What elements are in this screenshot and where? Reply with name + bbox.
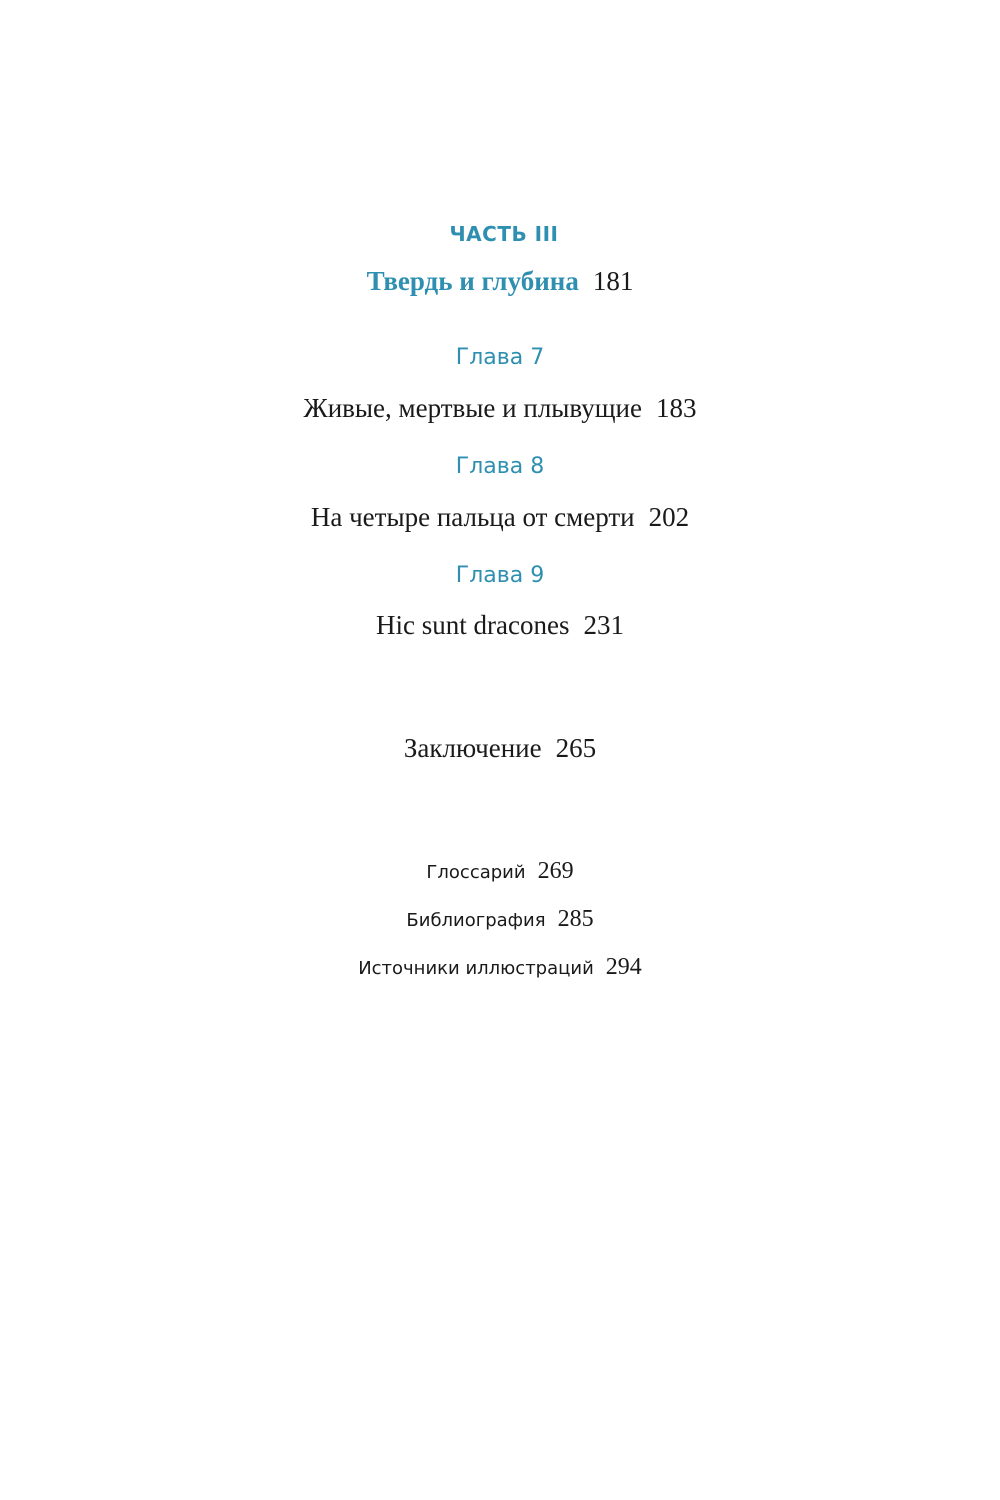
bibliography-title: Библиография (406, 910, 546, 931)
conclusion-entry[interactable] (0, 733, 1000, 764)
part-label: ЧАСТЬ III (449, 222, 559, 246)
glossary-page-number: 269 (537, 858, 574, 884)
illustration-sources-page-number: 294 (605, 954, 642, 980)
chapter-9-label: Глава 9 (455, 563, 545, 588)
chapter-8-label: Глава 8 (455, 454, 545, 479)
chapter-9-entry[interactable] (0, 610, 1000, 641)
conclusion-title: Заключение (403, 733, 542, 763)
chapter-9-title: Hic sunt dracones (376, 610, 570, 640)
chapter-7-label: Глава 7 (455, 345, 545, 370)
glossary-entry[interactable] (0, 858, 1000, 885)
part-entry[interactable] (0, 266, 1000, 297)
conclusion-page-number: 265 (555, 733, 597, 763)
chapter-9-page-number: 231 (583, 610, 624, 640)
chapter-7-title: Живые, мертвые и плывущие (303, 393, 642, 423)
chapter-7-entry[interactable] (0, 393, 1000, 424)
part-title: Твердь и глубина (366, 266, 579, 296)
chapter-8-page-number: 202 (648, 502, 690, 532)
bibliography-entry[interactable] (0, 906, 1000, 933)
glossary-title: Глоссарий (426, 862, 526, 883)
part-page-number: 181 (592, 266, 634, 296)
illustration-sources-entry[interactable] (0, 954, 1000, 981)
chapter-8-title: На четыре пальца от смерти (310, 502, 635, 532)
illustration-sources-title: Источники иллюстраций (358, 958, 594, 979)
chapter-7-page-number: 183 (655, 393, 697, 423)
chapter-8-entry[interactable] (0, 502, 1000, 533)
bibliography-page-number: 285 (557, 906, 594, 932)
